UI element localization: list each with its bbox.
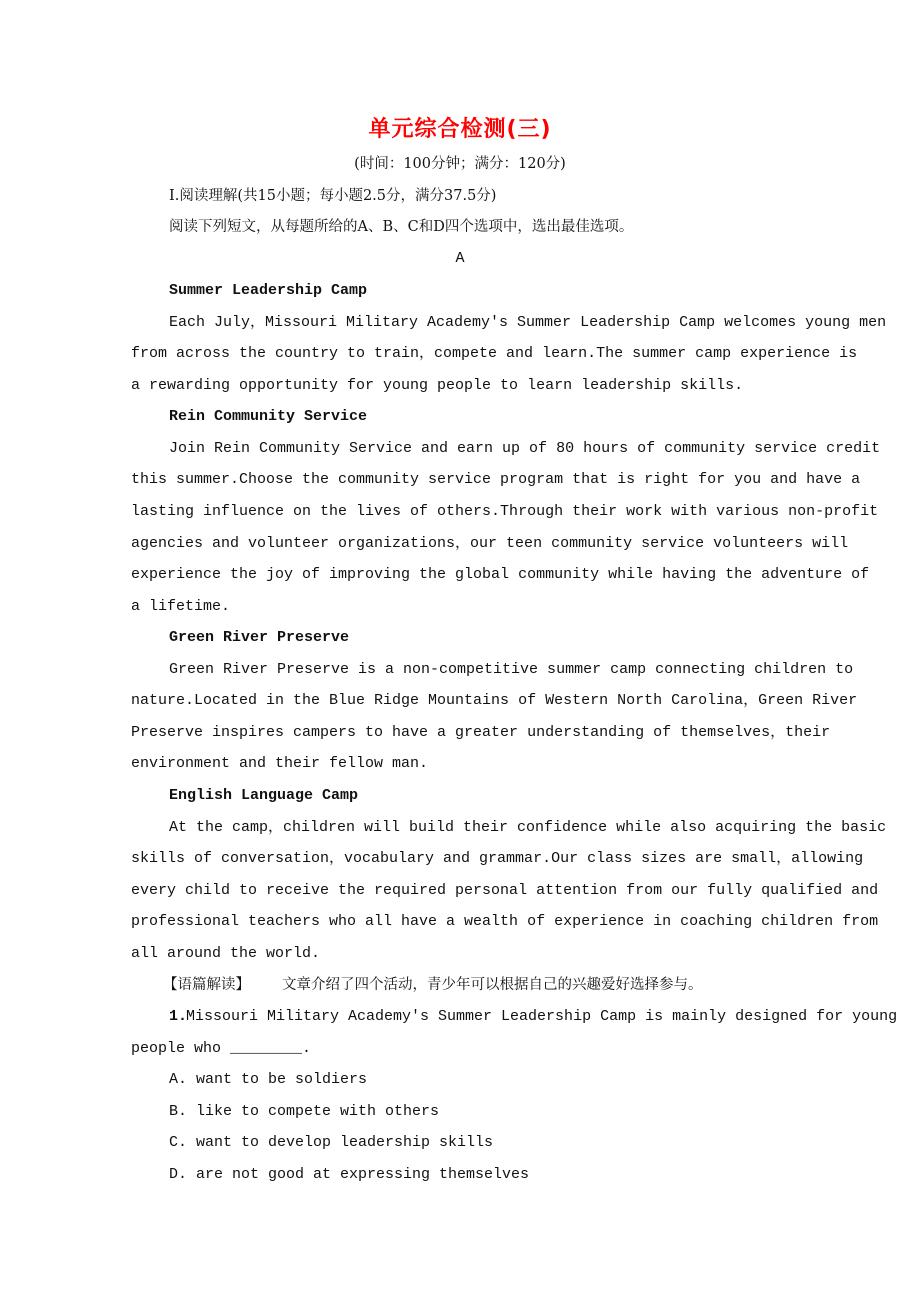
question-option-b: B. like to compete with others	[169, 1103, 440, 1120]
passage-line: lasting influence on the lives of others.Through their work with various non-profit	[131, 503, 879, 520]
passage-line: Preserve inspires campers to have a greater understanding of themselves，their	[131, 724, 831, 741]
passage-line: nature.Located in the Blue Ridge Mountains of Western North Carolina，Green River	[131, 692, 858, 709]
passage-line: all around the world.	[131, 945, 321, 962]
passage-line: agencies and volunteer organizations，our teen community service volunteers will	[131, 535, 849, 552]
passage-line: from across the country to train，compete and learn.The summer camp experience is	[131, 345, 858, 362]
document-subtitle: (时间：100分钟；满分：120分)	[354, 156, 566, 172]
passage-heading: Summer Leadership Camp	[169, 282, 368, 299]
passage-line: a lifetime.	[131, 598, 231, 615]
document-title: 单元综合检测(三)	[368, 117, 552, 142]
passage-heading: Green River Preserve	[169, 629, 350, 646]
passage-line: professional teachers who all have a wealth of experience in coaching children from	[131, 913, 879, 930]
passage-line: this summer.Choose the community service program that is right for you and have a	[131, 471, 861, 488]
passage-label: A	[455, 250, 465, 267]
passage-line: experience the joy of improving the global community while having the adventure of	[131, 566, 870, 583]
passage-line: At the camp，children will build their confidence while also acquiring the basic	[169, 819, 887, 836]
passage-line: Green River Preserve is a non-competitive summer camp connecting children to	[169, 661, 854, 678]
section-heading: Ⅰ.阅读理解(共15小题；每小题2.5分，满分37.5分)	[169, 188, 497, 204]
passage-line: every child to receive the required personal attention from our fully qualified and	[131, 882, 879, 899]
question-option-d: D. are not good at expressing themselves	[169, 1166, 530, 1183]
question-stem: Missouri Military Academy's Summer Leadership Camp is mainly designed for young	[186, 1008, 898, 1025]
passage-line: skills of conversation，vocabulary and grammar.Our class sizes are small，allowing	[131, 850, 864, 867]
question-option-c: C. want to develop leadership skills	[169, 1134, 494, 1151]
analysis-label: 【语篇解读】	[163, 977, 250, 993]
passage-heading: Rein Community Service	[169, 408, 368, 425]
question-stem: people who ________.	[131, 1040, 312, 1057]
passage-line: Each July，Missouri Military Academy's Summer Leadership Camp welcomes young men	[169, 314, 887, 331]
passage-line: environment and their fellow man.	[131, 755, 429, 772]
passage-line: Join Rein Community Service and earn up of 80 hours of community service credit	[169, 440, 881, 457]
instructions: 阅读下列短文，从每题所给的A、B、C和D四个选项中，选出最佳选项。	[169, 219, 634, 235]
question-number: 1.	[169, 1008, 188, 1025]
question-option-a: A. want to be soldiers	[169, 1071, 368, 1088]
analysis-text: 文章介绍了四个活动，青少年可以根据自己的兴趣爱好选择参与。	[282, 977, 703, 993]
passage-heading: English Language Camp	[169, 787, 359, 804]
passage-line: a rewarding opportunity for young people to learn leadership skills.	[131, 377, 744, 394]
